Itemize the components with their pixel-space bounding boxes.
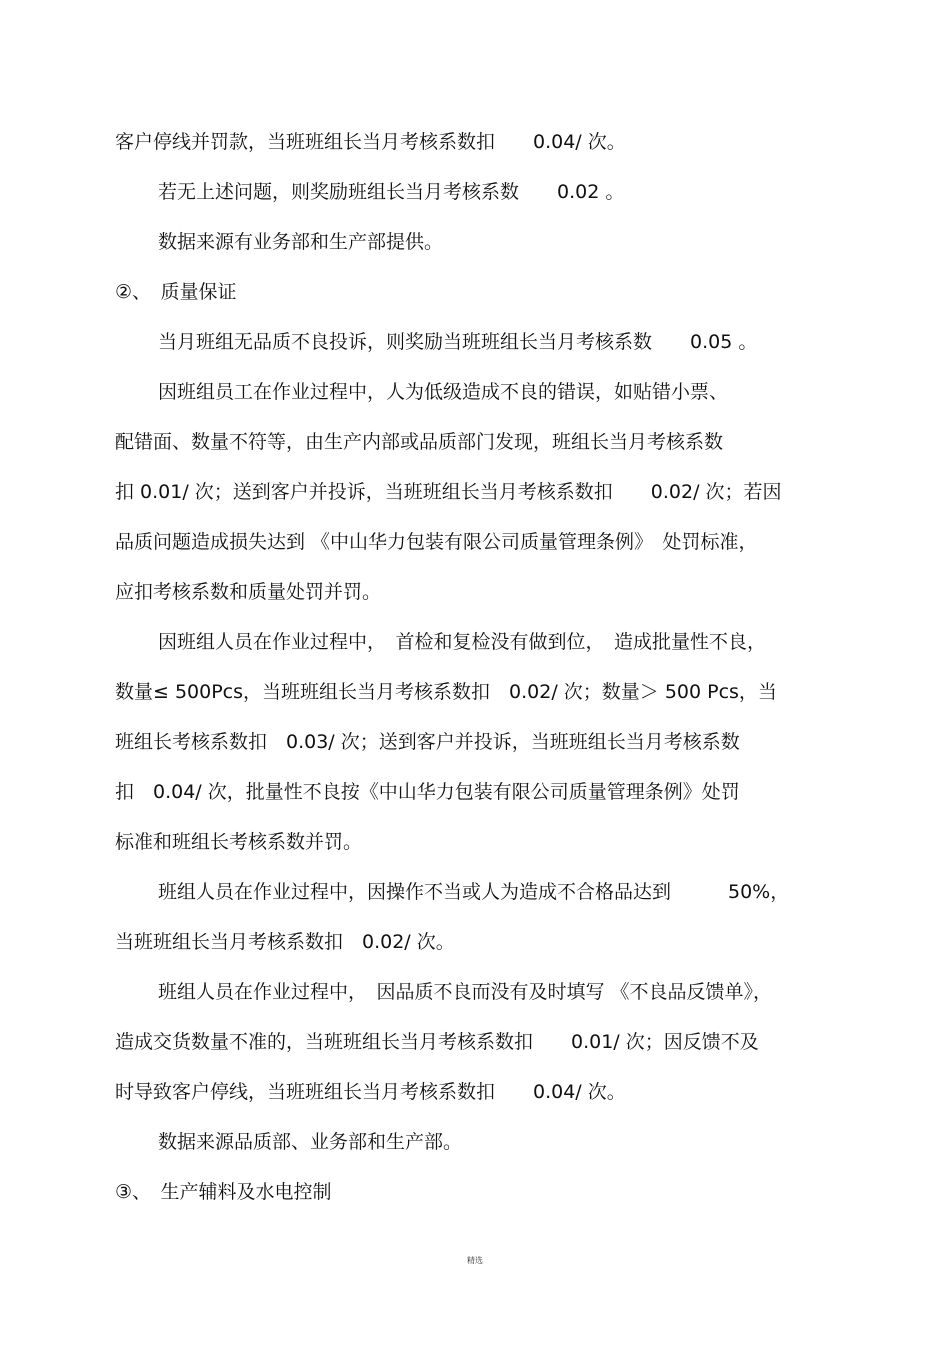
text-line-20: 时导致客户停线，当班班组长当月考核系数扣 0.04/ 次。 <box>115 1081 626 1103</box>
text-line-1: 客户停线并罚款，当班班组长当月考核系数扣 0.04/ 次。 <box>115 131 626 153</box>
text-line-16: 班组人员在作业过程中，因操作不当或人为造成不合格品达到 50%， <box>158 881 790 903</box>
text-line-10: 应扣考核系数和质量处罚并罚。 <box>115 581 382 603</box>
text-line-5: 当月班组无品质不良投诉，则奖励当班班组长当月考核系数 0.05 。 <box>158 331 758 353</box>
text-line-11: 因班组人员在作业过程中， 首检和复检没有做到位， 造成批量性不良， <box>158 631 767 653</box>
text-line-12: 数量≤ 500Pcs，当班班组长当月考核系数扣 0.02/ 次；数量＞ 500 Pcs，当 <box>115 681 777 703</box>
text-line-2: 若无上述问题，则奖励班组长当月考核系数 0.02 。 <box>158 181 625 203</box>
text-line-15: 标准和班组长考核系数并罚。 <box>115 831 363 853</box>
section-heading-quality: ②、 质量保证 <box>115 281 237 303</box>
text-line-19: 造成交货数量不准的，当班班组长当月考核系数扣 0.01/ 次；因反馈不及 <box>115 1031 759 1053</box>
text-line-6: 因班组员工在作业过程中，人为低级造成不良的错误，如贴错小票、 <box>158 381 729 403</box>
text-line-21: 数据来源品质部、业务部和生产部。 <box>158 1131 463 1153</box>
text-line-13: 班组长考核系数扣 0.03/ 次；送到客户并投诉，当班班组长当月考核系数 <box>115 731 740 753</box>
text-line-17: 当班班组长当月考核系数扣 0.02/ 次。 <box>115 931 455 953</box>
section-heading-materials: ③、 生产辅料及水电控制 <box>115 1181 332 1203</box>
text-line-14: 扣 0.04/ 次，批量性不良按《中山华力包装有限公司质量管理条例》处罚 <box>115 781 740 803</box>
text-line-18: 班组人员在作业过程中， 因品质不良而没有及时填写 《不良品反馈单》， <box>158 981 773 1003</box>
text-line-7: 配错面、数量不符等，由生产内部或品质部门发现，班组长当月考核系数 <box>115 431 724 453</box>
page-footer: 精选 <box>467 1256 483 1265</box>
text-line-8: 扣 0.01/ 次；送到客户并投诉，当班班组长当月考核系数扣 0.02/ 次；若因 <box>115 481 782 503</box>
text-line-3: 数据来源有业务部和生产部提供。 <box>158 231 444 253</box>
text-line-9: 品质问题造成损失达到 《中山华力包装有限公司质量管理条例》 处罚标准， <box>115 531 758 553</box>
